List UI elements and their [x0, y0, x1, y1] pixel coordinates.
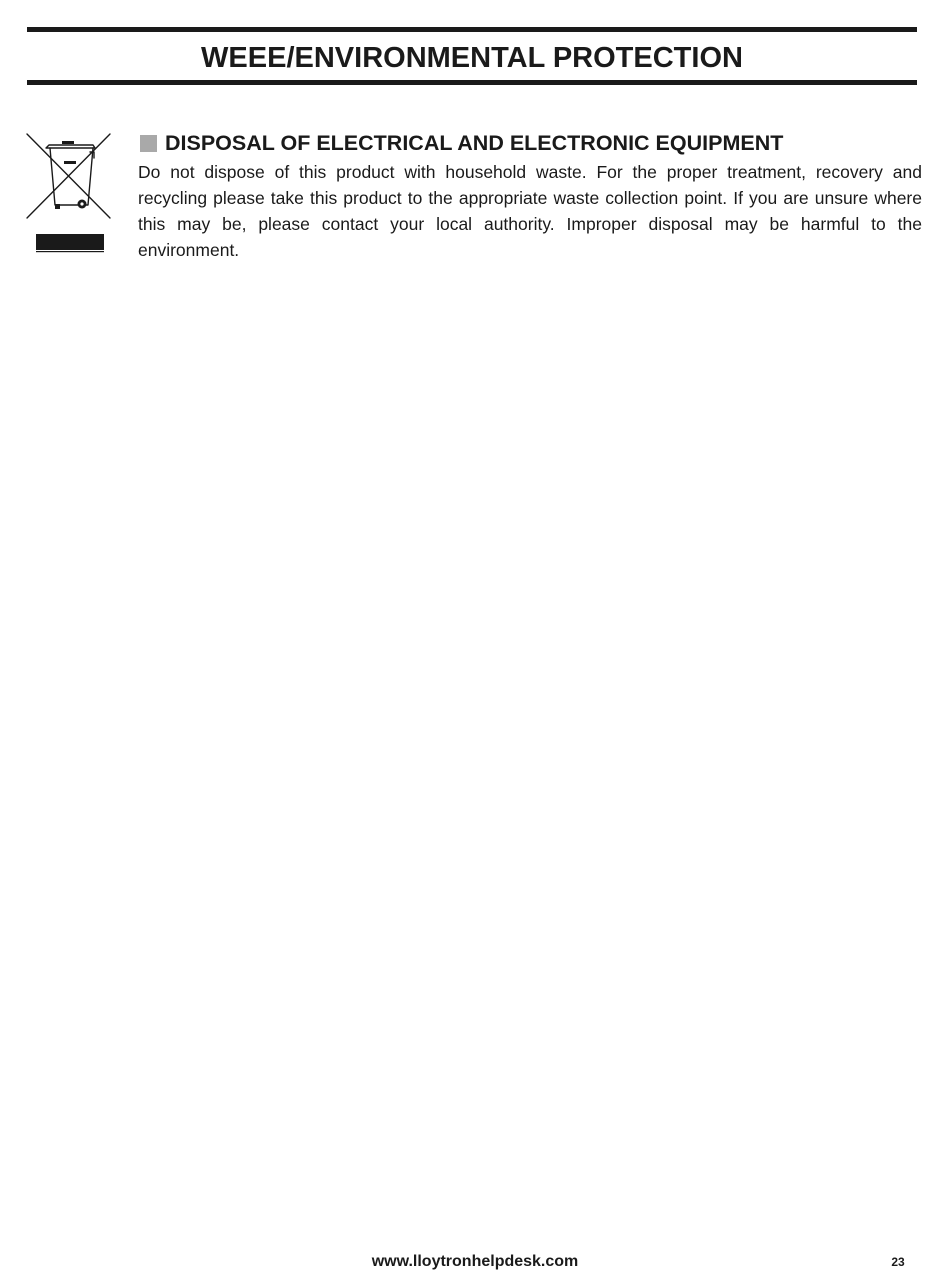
title-bottom-rule: [27, 80, 917, 85]
section-heading-text: DISPOSAL OF ELECTRICAL AND ELECTRONIC EQUIPMENT: [165, 131, 784, 155]
section-heading: [138, 128, 922, 158]
square-bullet-icon: [140, 135, 157, 152]
title-top-rule: [27, 27, 917, 32]
footer-url: www.lloytronhelpdesk.com: [371, 1253, 579, 1270]
section-body-text: Do not dispose of this product with household waste. For the proper treatment, recovery and recycling please take this product to the appropriate waste collection point. If you are unsure where this may be, please contact your local authority. Improper disposal may be harmful to the environment.: [138, 162, 922, 260]
page-number: 23: [891, 1255, 905, 1269]
disposal-section: [138, 128, 922, 263]
page-title: WEEE/ENVIRONMENTAL PROTECTION: [201, 42, 743, 74]
crossed-out-wheelie-bin-icon: [24, 130, 116, 255]
